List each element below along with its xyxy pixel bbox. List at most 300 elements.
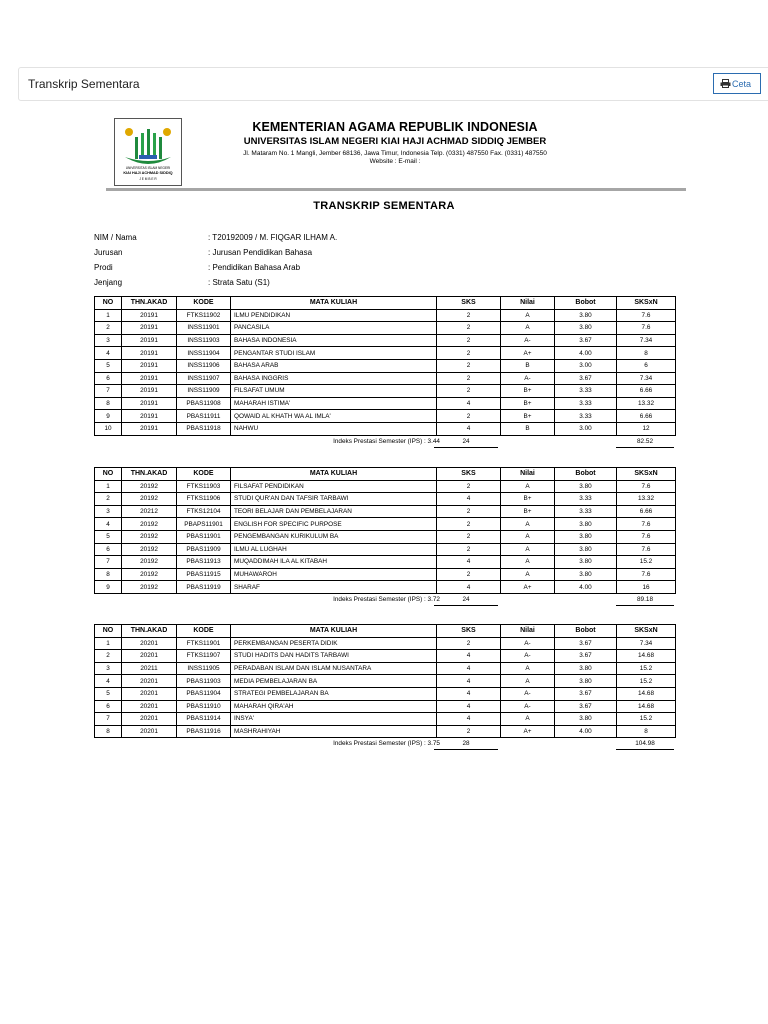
table-cell: 14.68: [617, 650, 676, 663]
table-cell: BAHASA ARAB: [231, 359, 437, 372]
table-cell: B+: [501, 385, 555, 398]
table-cell: 9: [95, 410, 122, 423]
table-cell: 20192: [122, 568, 177, 581]
table-cell: MEDIA PEMBELAJARAN BA: [231, 675, 437, 688]
table-cell: 15.2: [617, 675, 676, 688]
table-cell: B+: [501, 493, 555, 506]
table-cell: 20192: [122, 518, 177, 531]
table-cell: 2: [437, 480, 501, 493]
table-row: [95, 568, 676, 581]
table-cell: 2: [437, 725, 501, 738]
table-cell: 8: [617, 725, 676, 738]
university-contact: Website : E-mail :: [369, 158, 421, 165]
table-cell: 1: [95, 480, 122, 493]
svg-text:KIAI HAJI ACHMAD SIDDIQ: KIAI HAJI ACHMAD SIDDIQ: [123, 171, 173, 175]
table-cell: 7: [95, 713, 122, 726]
table-cell: INSS11905: [177, 662, 231, 675]
table-cell: 20192: [122, 480, 177, 493]
page-header-bar: [18, 67, 768, 101]
table-cell: A-: [501, 650, 555, 663]
table-cell: 3.67: [555, 372, 617, 385]
table-row: [95, 530, 676, 543]
table-cell: A-: [501, 334, 555, 347]
total-sksxn: 89.18: [616, 596, 674, 606]
table-cell: A: [501, 675, 555, 688]
table-cell: 6: [95, 700, 122, 713]
table-cell: 4: [437, 662, 501, 675]
table-cell: 15.2: [617, 556, 676, 569]
table-cell: 7.6: [617, 543, 676, 556]
university-emblem-icon: [115, 119, 181, 185]
table-cell: 20191: [122, 422, 177, 435]
table-cell: 3.33: [555, 410, 617, 423]
table-cell: 3.80: [555, 568, 617, 581]
table-cell: NAHWU: [231, 422, 437, 435]
table-cell: B: [501, 422, 555, 435]
column-header: Bobot: [555, 625, 617, 638]
table-cell: 2: [95, 322, 122, 335]
table-cell: 3: [95, 662, 122, 675]
table-cell: 2: [437, 637, 501, 650]
info-value: : T20192009 / M. FIQGAR ILHAM A.: [208, 233, 338, 242]
column-header: SKSxN: [617, 625, 676, 638]
column-header: MATA KULIAH: [231, 297, 437, 310]
university-name: UNIVERSITAS ISLAM NEGERI KIAI HAJI ACHMAD SIDDIQ JEMBER: [243, 136, 547, 147]
table-cell: 10: [95, 422, 122, 435]
table-cell: B+: [501, 410, 555, 423]
table-cell: STRATEGI PEMBELAJARAN BA: [231, 687, 437, 700]
table-cell: 8: [95, 568, 122, 581]
table-cell: PBAS11911: [177, 410, 231, 423]
total-sksxn: 82.52: [616, 438, 674, 448]
table-cell: PERADABAN ISLAM DAN ISLAM NUSANTARA: [231, 662, 437, 675]
table-cell: 3.33: [555, 493, 617, 506]
info-label: Prodi: [94, 263, 113, 272]
table-cell: INSS11904: [177, 347, 231, 360]
table-cell: 7.34: [617, 334, 676, 347]
column-header: SKS: [437, 625, 501, 638]
column-header: Bobot: [555, 297, 617, 310]
table-cell: MASHRAHIYAH: [231, 725, 437, 738]
table-cell: 7.6: [617, 518, 676, 531]
table-cell: PBAS11918: [177, 422, 231, 435]
table-row: [95, 505, 676, 518]
column-header: THN.AKAD: [122, 297, 177, 310]
table-cell: MUHAWAROH: [231, 568, 437, 581]
table-cell: A-: [501, 687, 555, 700]
table-row: [95, 422, 676, 435]
table-cell: 2: [437, 410, 501, 423]
table-row: [95, 397, 676, 410]
column-header: KODE: [177, 625, 231, 638]
table-row: [95, 581, 676, 594]
table-cell: 2: [437, 309, 501, 322]
table-cell: 1: [95, 637, 122, 650]
print-button[interactable]: [713, 73, 761, 94]
table-header-row: [95, 297, 676, 310]
table-cell: INSYA': [231, 713, 437, 726]
table-cell: 7: [95, 556, 122, 569]
info-label: Jurusan: [94, 248, 123, 257]
university-logo: [114, 118, 182, 186]
table-cell: TEORI BELAJAR DAN PEMBELAJARAN: [231, 505, 437, 518]
table-cell: 4: [437, 700, 501, 713]
table-cell: 20191: [122, 359, 177, 372]
table-cell: FILSAFAT UMUM: [231, 385, 437, 398]
table-cell: MUQADDIMAH ILA AL KITABAH: [231, 556, 437, 569]
table-row: [95, 322, 676, 335]
print-button-label: Ceta: [732, 78, 752, 89]
column-header: KODE: [177, 468, 231, 481]
table-cell: PENGANTAR STUDI ISLAM: [231, 347, 437, 360]
table-cell: A-: [501, 637, 555, 650]
table-cell: 7.34: [617, 637, 676, 650]
table-cell: 15.2: [617, 662, 676, 675]
table-cell: 3.80: [555, 675, 617, 688]
table-cell: B: [501, 359, 555, 372]
document-title: TRANSKRIP SEMENTARA: [313, 200, 455, 212]
table-cell: A: [501, 568, 555, 581]
table-cell: INSS11907: [177, 372, 231, 385]
table-cell: A: [501, 543, 555, 556]
column-header: Nilai: [501, 468, 555, 481]
table-cell: 20191: [122, 347, 177, 360]
table-cell: PBAS11908: [177, 397, 231, 410]
semester-block: [94, 624, 675, 750]
table-row: [95, 359, 676, 372]
table-cell: A: [501, 480, 555, 493]
table-cell: 3.67: [555, 650, 617, 663]
table-cell: 3.67: [555, 700, 617, 713]
table-cell: 4: [437, 397, 501, 410]
table-row: [95, 518, 676, 531]
table-cell: 3.80: [555, 322, 617, 335]
table-cell: 14.68: [617, 687, 676, 700]
table-cell: BAHASA INDONESIA: [231, 334, 437, 347]
table-cell: 15.2: [617, 713, 676, 726]
table-cell: 2: [437, 334, 501, 347]
table-cell: 20201: [122, 650, 177, 663]
table-row: [95, 687, 676, 700]
total-sks: 28: [434, 740, 498, 750]
table-cell: B+: [501, 505, 555, 518]
table-cell: 20201: [122, 675, 177, 688]
table-cell: 7.6: [617, 480, 676, 493]
table-cell: 20191: [122, 385, 177, 398]
column-header: MATA KULIAH: [231, 468, 437, 481]
table-row: [95, 700, 676, 713]
table-cell: PBAPS11901: [177, 518, 231, 531]
table-cell: PBAS11919: [177, 581, 231, 594]
letterhead-divider: [106, 188, 686, 191]
table-cell: 20192: [122, 556, 177, 569]
table-cell: 4.00: [555, 725, 617, 738]
table-cell: A+: [501, 581, 555, 594]
table-cell: PERKEMBANGAN PESERTA DIDIK: [231, 637, 437, 650]
column-header: SKS: [437, 468, 501, 481]
table-cell: 3.80: [555, 309, 617, 322]
table-cell: 3.67: [555, 334, 617, 347]
grades-table: [94, 624, 676, 738]
table-cell: 6: [95, 543, 122, 556]
table-cell: MAHARAH QIRA'AH: [231, 700, 437, 713]
svg-text:UNIVERSITAS ISLAM NEGERI: UNIVERSITAS ISLAM NEGERI: [125, 166, 171, 170]
table-cell: 20201: [122, 700, 177, 713]
semester-summary: [94, 594, 675, 606]
table-cell: 13.32: [617, 397, 676, 410]
table-cell: 4: [95, 675, 122, 688]
table-cell: MAHARAH ISTIMA': [231, 397, 437, 410]
table-row: [95, 347, 676, 360]
table-cell: 2: [437, 568, 501, 581]
table-cell: STUDI HADITS DAN HADITS TARBAWI: [231, 650, 437, 663]
table-cell: 4: [95, 518, 122, 531]
table-cell: 2: [95, 493, 122, 506]
table-cell: FTKS11902: [177, 309, 231, 322]
table-cell: FTKS11907: [177, 650, 231, 663]
table-cell: PANCASILA: [231, 322, 437, 335]
letterhead: [200, 120, 590, 165]
table-cell: STUDI QUR'AN DAN TAFSIR TARBAWI: [231, 493, 437, 506]
table-row: [95, 725, 676, 738]
table-row: [95, 334, 676, 347]
table-cell: 20191: [122, 309, 177, 322]
table-cell: 3: [95, 505, 122, 518]
table-cell: 2: [437, 530, 501, 543]
semester-block: [94, 467, 675, 606]
table-row: [95, 650, 676, 663]
table-cell: 8: [95, 397, 122, 410]
table-cell: 3.33: [555, 385, 617, 398]
table-cell: A: [501, 662, 555, 675]
info-value: : Pendidikan Bahasa Arab: [208, 263, 301, 272]
table-cell: 4.00: [555, 581, 617, 594]
table-cell: 8: [95, 725, 122, 738]
grades-table: [94, 296, 676, 436]
table-cell: 2: [437, 372, 501, 385]
table-cell: 3.00: [555, 422, 617, 435]
info-row: [94, 275, 337, 290]
table-row: [95, 675, 676, 688]
table-cell: A: [501, 518, 555, 531]
table-cell: 4: [437, 493, 501, 506]
table-cell: ILMU AL LUGHAH: [231, 543, 437, 556]
info-value: : Strata Satu (S1): [208, 278, 270, 287]
column-header: THN.AKAD: [122, 468, 177, 481]
table-cell: 1: [95, 309, 122, 322]
table-cell: 2: [437, 543, 501, 556]
table-cell: ILMU PENDIDIKAN: [231, 309, 437, 322]
table-cell: 20192: [122, 530, 177, 543]
table-cell: FTKS11906: [177, 493, 231, 506]
table-cell: 20192: [122, 543, 177, 556]
table-cell: 4: [95, 347, 122, 360]
info-row: [94, 260, 337, 275]
table-cell: 20201: [122, 687, 177, 700]
column-header: SKS: [437, 297, 501, 310]
table-cell: 3.80: [555, 713, 617, 726]
table-cell: 2: [437, 505, 501, 518]
table-cell: A+: [501, 725, 555, 738]
table-cell: SHARAF: [231, 581, 437, 594]
table-cell: 6: [95, 372, 122, 385]
column-header: MATA KULIAH: [231, 625, 437, 638]
semester-summary: [94, 436, 675, 448]
table-cell: ENGLISH FOR SPECIFIC PURPOSE: [231, 518, 437, 531]
table-cell: INSS11909: [177, 385, 231, 398]
table-cell: PBAS11909: [177, 543, 231, 556]
table-cell: 20191: [122, 410, 177, 423]
svg-text:J E M B E R: J E M B E R: [139, 177, 157, 181]
table-row: [95, 556, 676, 569]
table-cell: 7: [95, 385, 122, 398]
info-row: [94, 245, 337, 260]
table-cell: 20191: [122, 397, 177, 410]
table-cell: 20192: [122, 581, 177, 594]
table-cell: 6.66: [617, 410, 676, 423]
table-cell: INSS11901: [177, 322, 231, 335]
table-cell: PENGEMBANGAN KURIKULUM BA: [231, 530, 437, 543]
table-cell: PBAS11915: [177, 568, 231, 581]
column-header: THN.AKAD: [122, 625, 177, 638]
table-cell: 4: [437, 675, 501, 688]
table-cell: 4: [437, 422, 501, 435]
table-cell: 4: [437, 713, 501, 726]
table-cell: 20191: [122, 322, 177, 335]
table-cell: 2: [437, 385, 501, 398]
printer-icon: [720, 79, 731, 88]
table-cell: FTKS12104: [177, 505, 231, 518]
table-row: [95, 385, 676, 398]
table-cell: 20211: [122, 662, 177, 675]
table-cell: 9: [95, 581, 122, 594]
table-cell: 3.80: [555, 543, 617, 556]
table-cell: 3.00: [555, 359, 617, 372]
table-cell: PBAS11910: [177, 700, 231, 713]
table-cell: INSS11903: [177, 334, 231, 347]
column-header: SKSxN: [617, 297, 676, 310]
table-cell: PBAS11913: [177, 556, 231, 569]
table-cell: PBAS11914: [177, 713, 231, 726]
table-cell: 3.33: [555, 505, 617, 518]
table-cell: 20212: [122, 505, 177, 518]
table-cell: 20201: [122, 637, 177, 650]
table-cell: 6.66: [617, 385, 676, 398]
table-cell: 4: [437, 581, 501, 594]
table-cell: 7.6: [617, 530, 676, 543]
table-cell: 4: [437, 650, 501, 663]
table-cell: 6.66: [617, 505, 676, 518]
table-cell: 3.80: [555, 530, 617, 543]
info-row: [94, 230, 337, 245]
table-cell: INSS11906: [177, 359, 231, 372]
table-cell: 4: [437, 556, 501, 569]
table-cell: 16: [617, 581, 676, 594]
table-cell: 20201: [122, 725, 177, 738]
table-cell: 20201: [122, 713, 177, 726]
table-cell: 3.80: [555, 556, 617, 569]
info-label: NIM / Nama: [94, 233, 137, 242]
ministry-name: KEMENTERIAN AGAMA REPUBLIK INDONESIA: [252, 120, 538, 134]
table-cell: 20191: [122, 334, 177, 347]
table-row: [95, 493, 676, 506]
table-cell: 6: [617, 359, 676, 372]
table-cell: QOWAID AL KHATH WA AL IMLA': [231, 410, 437, 423]
column-header: NO: [95, 297, 122, 310]
column-header: Nilai: [501, 297, 555, 310]
table-cell: 3.80: [555, 518, 617, 531]
table-cell: 2: [95, 650, 122, 663]
page-title: Transkrip Sementara: [28, 77, 140, 91]
table-cell: 7.6: [617, 309, 676, 322]
table-cell: 7.6: [617, 322, 676, 335]
table-cell: 7.6: [617, 568, 676, 581]
table-row: [95, 480, 676, 493]
table-cell: A: [501, 713, 555, 726]
table-cell: A-: [501, 700, 555, 713]
column-header: KODE: [177, 297, 231, 310]
table-row: [95, 637, 676, 650]
table-row: [95, 662, 676, 675]
table-cell: 3.67: [555, 637, 617, 650]
info-value: : Jurusan Pendidikan Bahasa: [208, 248, 313, 257]
table-cell: A: [501, 556, 555, 569]
ips-label: Indeks Prestasi Semester (IPS) : 3.75: [333, 740, 440, 748]
table-cell: 3.80: [555, 662, 617, 675]
column-header: SKSxN: [617, 468, 676, 481]
table-cell: PBAS11903: [177, 675, 231, 688]
table-cell: FTKS11903: [177, 480, 231, 493]
table-row: [95, 543, 676, 556]
table-cell: 14.68: [617, 700, 676, 713]
table-cell: 8: [617, 347, 676, 360]
info-label: Jenjang: [94, 278, 123, 287]
table-cell: 2: [437, 347, 501, 360]
table-cell: 3: [95, 334, 122, 347]
table-cell: 3.67: [555, 687, 617, 700]
table-row: [95, 410, 676, 423]
table-cell: 2: [437, 518, 501, 531]
table-cell: 20192: [122, 493, 177, 506]
table-cell: BAHASA INGGRIS: [231, 372, 437, 385]
table-cell: 7.34: [617, 372, 676, 385]
table-cell: A: [501, 309, 555, 322]
table-cell: 20191: [122, 372, 177, 385]
table-cell: A: [501, 530, 555, 543]
table-cell: B+: [501, 397, 555, 410]
ips-label: Indeks Prestasi Semester (IPS) : 3.72: [333, 595, 440, 603]
semester-block: [94, 296, 675, 448]
table-row: [95, 713, 676, 726]
table-row: [95, 372, 676, 385]
table-cell: 12: [617, 422, 676, 435]
column-header: Nilai: [501, 625, 555, 638]
table-cell: A+: [501, 347, 555, 360]
table-cell: 5: [95, 359, 122, 372]
column-header: NO: [95, 625, 122, 638]
table-cell: PBAS11916: [177, 725, 231, 738]
table-cell: PBAS11904: [177, 687, 231, 700]
table-cell: FILSAFAT PENDIDIKAN: [231, 480, 437, 493]
table-cell: FTKS11901: [177, 637, 231, 650]
table-cell: 2: [437, 322, 501, 335]
table-cell: A: [501, 322, 555, 335]
table-cell: 13.32: [617, 493, 676, 506]
table-cell: PBAS11901: [177, 530, 231, 543]
grades-table: [94, 467, 676, 594]
total-sksxn: 104.98: [616, 740, 674, 750]
table-cell: 2: [437, 359, 501, 372]
